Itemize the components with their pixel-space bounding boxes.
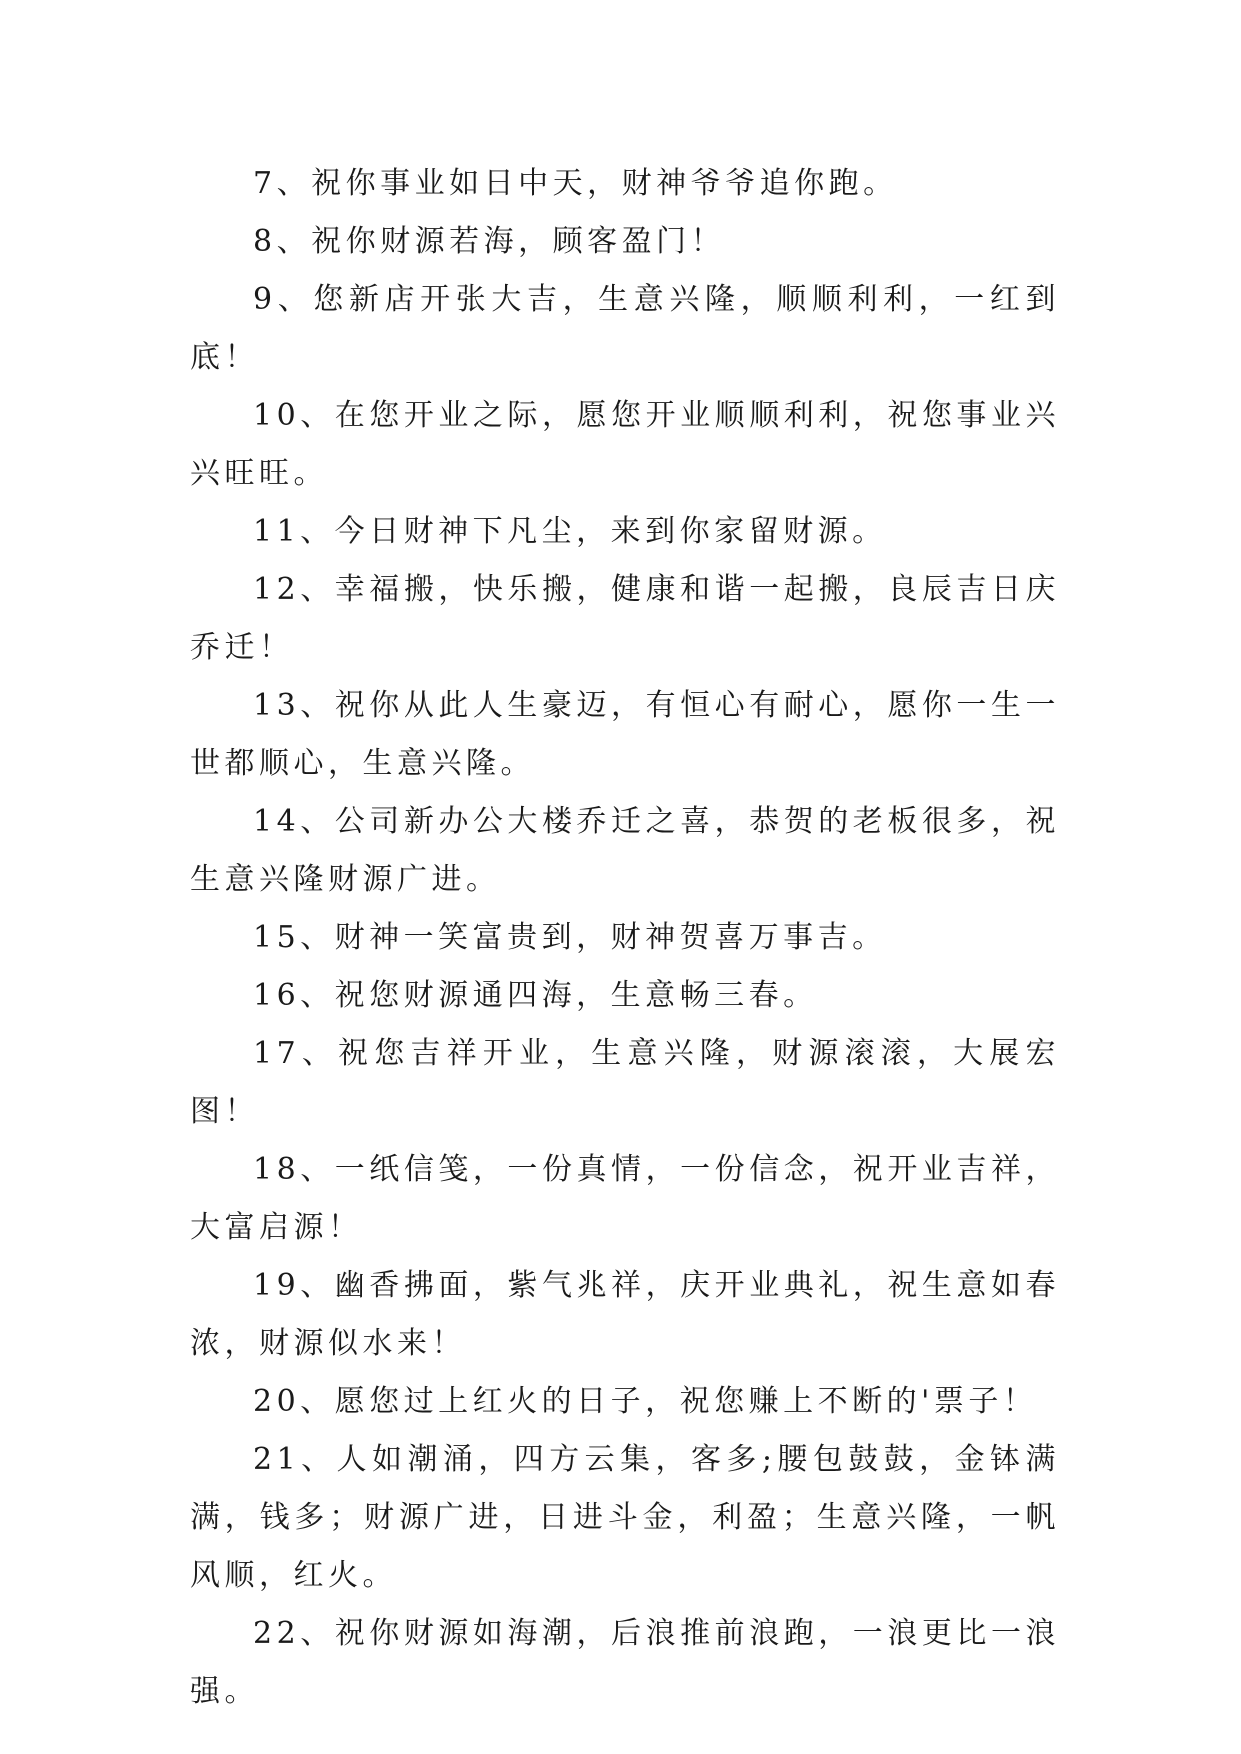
paragraph: 20、愿您过上红火的日子，祝您赚上不断的'票子！ [253, 1384, 1038, 1419]
document-body [190, 155, 1060, 1721]
paragraph: 11、今日财神下凡尘，来到你家留财源。 [253, 514, 887, 549]
paragraph: 8、祝你财源若海，顾客盈门！ [253, 224, 726, 259]
paragraph: 15、财神一笑富贵到，财神贺喜万事吉。 [253, 920, 887, 955]
paragraph: 21、人如潮涌，四方云集，客多;腰包鼓鼓，金钵满满，钱多；财源广进，日进斗金，利盈；生意兴隆，一帆风顺，红火。 [190, 1442, 1060, 1593]
paragraph: 12、幸福搬，快乐搬，健康和谐一起搬，良辰吉日庆乔迁！ [190, 572, 1060, 665]
paragraph: 10、在您开业之际，愿您开业顺顺利利，祝您事业兴兴旺旺。 [190, 398, 1060, 491]
paragraph: 14、公司新办公大楼乔迁之喜，恭贺的老板很多，祝生意兴隆财源广进。 [190, 804, 1060, 897]
paragraph: 16、祝您财源通四海，生意畅三春。 [253, 978, 818, 1013]
paragraph: 9、您新店开张大吉，生意兴隆，顺顺利利，一红到底！ [190, 282, 1060, 375]
paragraph: 7、祝你事业如日中天，财神爷爷追你跑。 [253, 166, 898, 201]
paragraph: 13、祝你从此人生豪迈，有恒心有耐心，愿你一生一世都顺心，生意兴隆。 [190, 688, 1060, 781]
paragraph: 17、祝您吉祥开业，生意兴隆，财源滚滚，大展宏图！ [190, 1036, 1060, 1129]
paragraph: 19、幽香拂面，紫气兆祥，庆开业典礼，祝生意如春浓，财源似水来！ [190, 1268, 1060, 1361]
paragraph: 22、祝你财源如海潮，后浪推前浪跑，一浪更比一浪强。 [190, 1616, 1060, 1709]
paragraph: 18、一纸信笺，一份真情，一份信念，祝开业吉祥，大富启源！ [190, 1152, 1060, 1245]
